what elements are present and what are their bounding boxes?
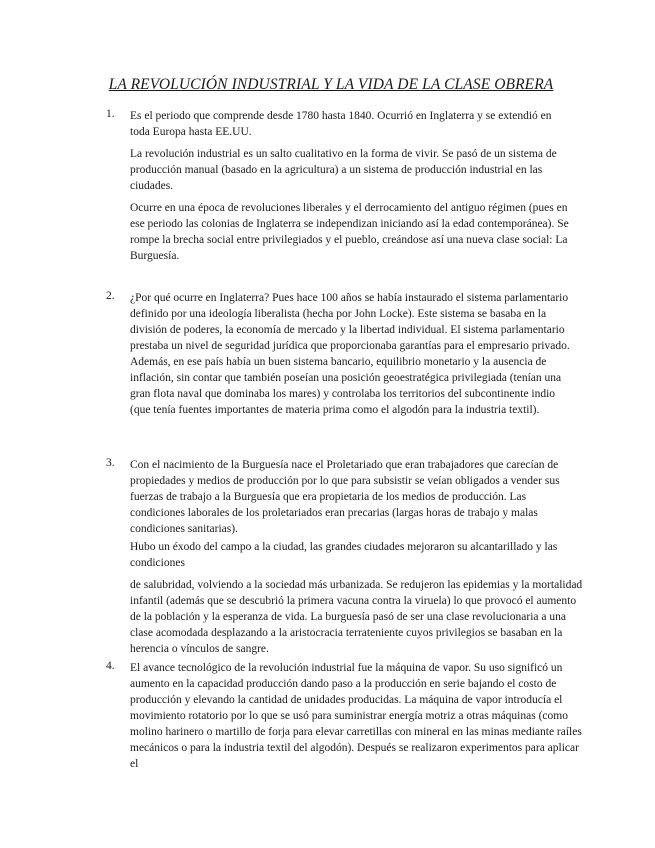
section-number: 2. — [106, 290, 115, 302]
section-number: 4. — [106, 660, 115, 672]
document-title: LA REVOLUCIÓN INDUSTRIAL Y LA VIDA DE LA CLASE OBRERA — [108, 76, 554, 93]
section-1-paragraph-3: Ocurre en una época de revoluciones liberales y el derrocamiento del antiguo régimen (pues en ese periodo las colonias de Inglaterra se independizan iniciando así la edad contemporánea). Se rompe la brecha social entre privilegiados y el pueblo, creándose así una nueva clase social: La Burguesía. — [130, 202, 569, 262]
section-3-paragraph-1: Con el nacimiento de la Burguesía nace el Proletariado que eran trabajadores que carecían de propiedades y medios de producción por lo que para subsistir se veían obligados a vender sus fuerzas de trabajo a la Burguesía que era propietaria de los medios de producción. Las condiciones laborales de los proletariados eran precarias (largas horas de trabajo y malas condiciones sanitarias). — [130, 459, 560, 535]
section-3-paragraph-3: de salubridad, volviendo a la sociedad más urbanizada. Se redujeron las epidemias y la mortalidad infantil (además que se descubrió la primera vacuna contra la viruela) lo que provocó el aumento de la población y la esperanza de vida. La burguesía pasó de ser una clase revolucionaria a una clase acomodada desplazando a la aristocracia terrateniente cuyos privilegios se basaban en la herencia o vínculos de sangre. — [130, 579, 583, 655]
section-3-paragraph-2: Hubo un éxodo del campo a la ciudad, las grandes ciudades mejoraron su alcantarillado y las condiciones — [130, 541, 558, 569]
section-2-paragraph-1: ¿Por qué ocurre en Inglaterra? Pues hace 100 años se había instaurado el sistema parlamentario definido por una ideología liberalista (hecha por John Locke). Este sistema se basaba en la división de poderes, la economía de mercado y la libertad individual. El sistema parlamentario prestaba un nivel de seguridad jurídica que proporcionaba garantías para el empresario privado. Además, en ese país había un buen sistema bancario, equilibrio monetario y la ausencia de inflación, sin contar que también poseían una posición geoestratégica privilegiada (tenían una gran flota naval que dominaba los mares) y controlaba los territorios del subcontinente indio (que tenía fuentes importantes de materia prima como el algodón para la industria textil). — [130, 292, 570, 416]
section-1-paragraph-1: Es el periodo que comprende desde 1780 hasta 1840. Ocurrió en Inglaterra y se extendió en toda Europa hasta EE.UU. — [130, 110, 552, 138]
section-number: 3. — [106, 457, 115, 469]
section-4-paragraph-1: El avance tecnológico de la revolución industrial fue la máquina de vapor. Su uso significó un aumento en la capacidad producción dando paso a la producción en serie bajando el costo de producción y elevando la cantidad de unidades producidas. La máquina de vapor introducía el movimiento rotatorio por lo que se usó para suministrar energía motriz a otras máquinas (como molino harinero o martillo de forja para elevar carretillas con mineral en las minas mediante raíles mecánicos o para la industria textil del algodón). Después se realizaron experimentos para aplicar el — [130, 662, 582, 770]
section-number: 1. — [106, 108, 115, 120]
section-1-paragraph-2: La revolución industrial es un salto cualitativo en la forma de vivir. Se pasó de un sistema de producción manual (basado en la agricultura) a un sistema de producción industrial en las ciudades. — [130, 148, 557, 192]
